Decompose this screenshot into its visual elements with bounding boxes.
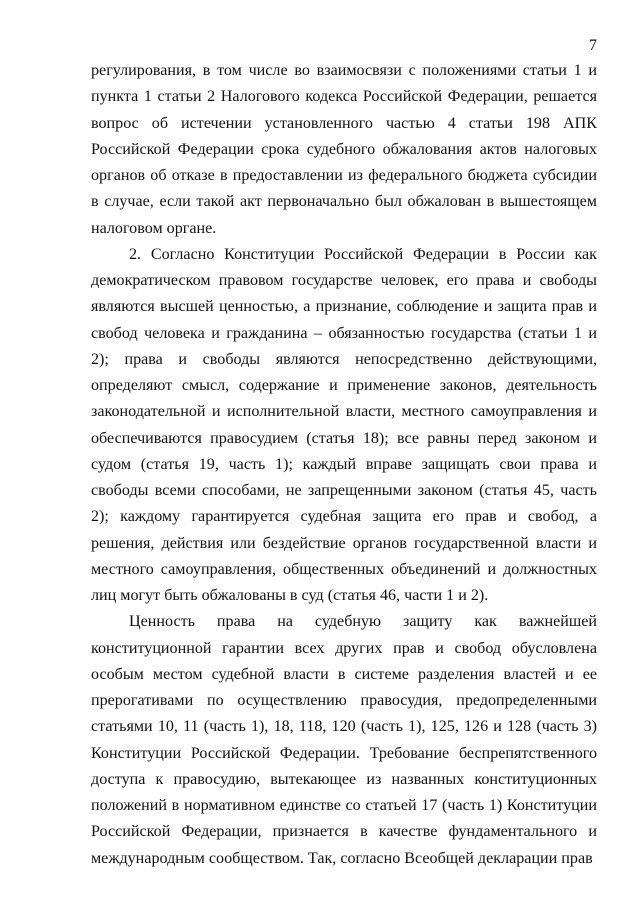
paragraph-section-2: 2. Согласно Конституции Российской Федерации в России как демократическом правовом государстве человек, его права и свободы являются высшей ценностью, а признание, соблюдение и защита прав и свобод человека и гражданина – обязанностью государства (статьи 1 и 2); права и свободы являются непосредственно действующими, определяют смысл, содержание и применение законов, деятельность законодательной и исполнительной власти, местного самоуправления и обеспечиваются правосудием (статья 18); все равны перед законом и судом (статья 19, часть 1); каждый вправе защищать свои права и свободы всеми способами, не запрещенными законом (статья 45, часть 2); каждому гарантируется судебная защита его прав и свобод, а решения, действия или бездействие органов государственной власти и местного самоуправления, общественных объединений и должностных лиц могут быть обжалованы в суд (статья 46, части 1 и 2).	[91, 245, 597, 604]
paragraph-judicial-protection: Ценность права на судебную защиту как важнейшей конституционной гарантии всех других прав и свобод обусловлена особым местом судебной власти в системе разделения властей и ее прерогативами по осуществлению правосудия, предопределенными статьями 10, 11 (часть 1), 18, 118, 120 (часть 1), 125, 126 и 128 (часть 3) Конституции Российской Федерации. Требование беспрепятственного доступа к правосудию, вытекающее из названных конституционных положений в нормативном единстве со статьей 17 (часть 1) Конституции Российской Федерации, признается в качестве фундаментального и международным сообществом. Так, согласно Всеобщей декларации прав	[91, 613, 597, 867]
document-body	[91, 58, 597, 872]
page-number: 7	[589, 37, 597, 54]
paragraph-continuation: регулирования, в том числе во взаимосвязи с положениями статьи 1 и пункта 1 статьи 2 Налогового кодекса Российской Федерации, решается вопрос об истечении установленного частью 4 статьи 198 АПК Российской Федерации срока судебного обжалования актов налоговых органов об отказе в предоставлении из федерального бюджета субсидии в случае, если такой акт первоначально был обжалован в вышестоящем налоговом органе.	[91, 62, 597, 237]
